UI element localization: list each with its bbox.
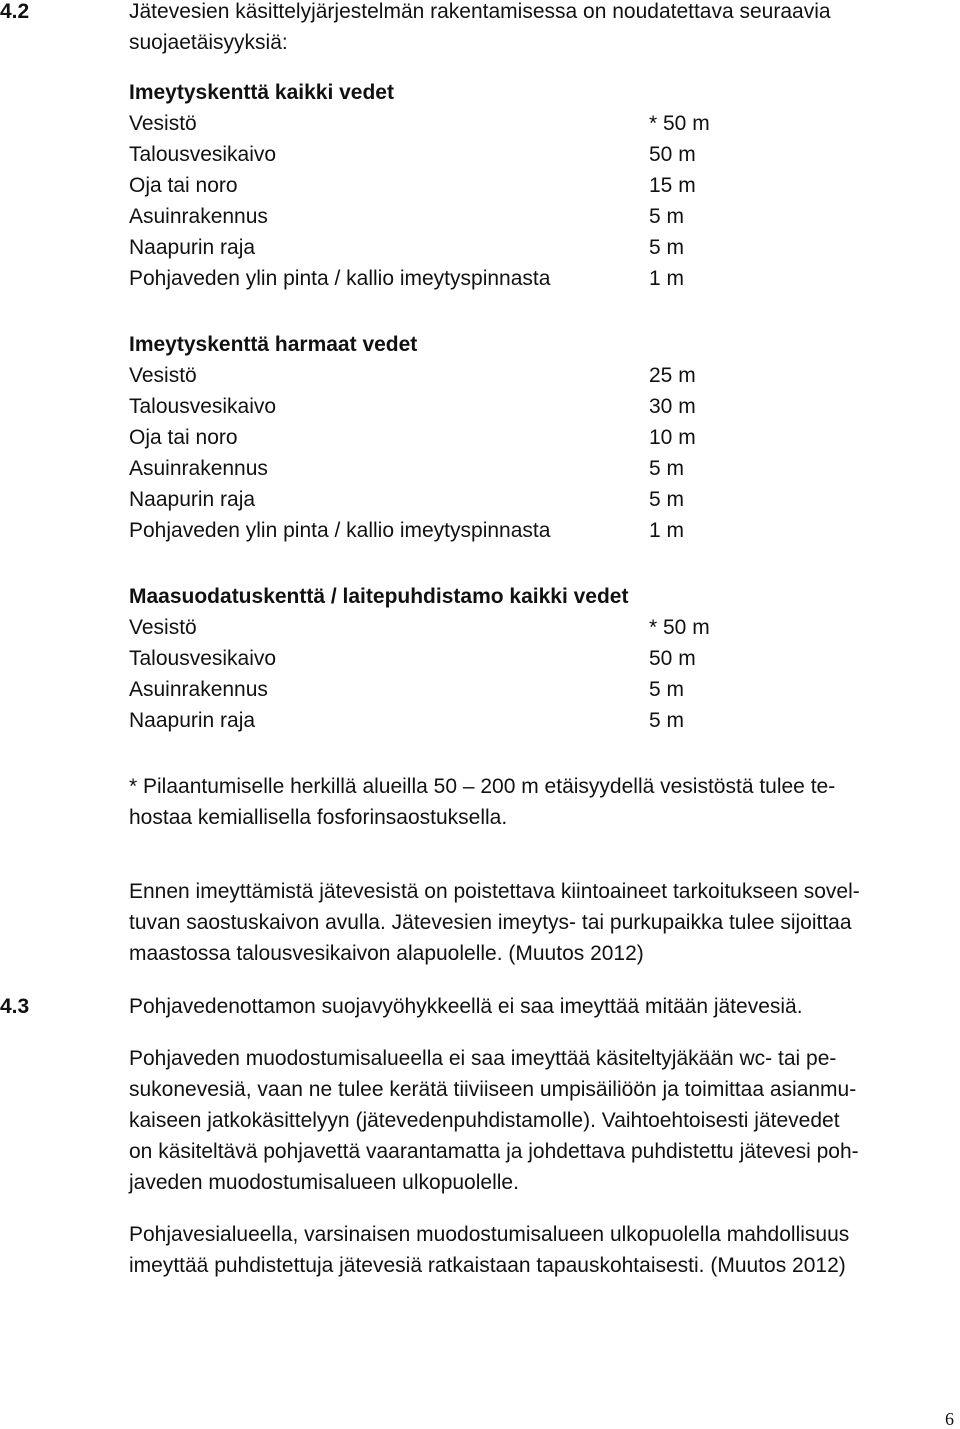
footnote: * Pilaantumiselle herkillä alueilla 50 – 200 m etäisyydellä vesistöstä tulee te- hostaa kemiallisella fosforinsaostuksella. — [129, 775, 836, 829]
row-value: 15 m — [649, 174, 696, 197]
row-value: 5 m — [649, 678, 685, 701]
row-label: Asuinrakennus — [129, 205, 268, 228]
section-4-2-intro: Jätevesien käsittelyjärjestelmän rakentamisessa on noudatettava seuraavia suojaetäisyyksiä: — [129, 0, 831, 54]
row-value: 5 m — [649, 205, 685, 228]
distance-table-imeytyskentta-harmaat — [129, 329, 729, 546]
row-value: 5 m — [649, 236, 685, 259]
row-label: Pohjaveden ylin pinta / kallio imeytyspinnasta — [129, 267, 551, 290]
row-value: 1 m — [649, 267, 685, 290]
row-value: 5 m — [649, 488, 685, 511]
row-value: * 50 m — [649, 112, 710, 135]
table-row — [129, 484, 729, 515]
table-row — [129, 170, 729, 201]
table-row — [129, 515, 729, 546]
row-label: Oja tai noro — [129, 174, 238, 197]
table-row — [129, 643, 729, 674]
distance-table-maasuodatuskentta — [129, 581, 729, 736]
row-label: Asuinrakennus — [129, 457, 268, 480]
distance-table-imeytyskentta-kaikki — [129, 77, 729, 294]
row-value: * 50 m — [649, 616, 710, 639]
row-value: 10 m — [649, 426, 696, 449]
table-row — [129, 139, 729, 170]
table-row — [129, 108, 729, 139]
table-row — [129, 263, 729, 294]
section-number-4-3: 4.3 — [0, 995, 30, 1018]
group-title: Imeytyskenttä kaikki vedet — [129, 81, 394, 104]
row-label: Naapurin raja — [129, 236, 256, 259]
row-label: Talousvesikaivo — [129, 647, 277, 670]
row-value: 1 m — [649, 519, 685, 542]
table-row — [129, 391, 729, 422]
table-row — [129, 422, 729, 453]
page-number: 6 — [945, 1409, 954, 1429]
row-label: Talousvesikaivo — [129, 395, 277, 418]
row-value: 50 m — [649, 143, 696, 166]
group-title: Maasuodatuskenttä / laitepuhdistamo kaikki vedet — [129, 585, 629, 608]
row-label: Vesistö — [129, 112, 197, 135]
table-row — [129, 674, 729, 705]
section-4-2-note: Ennen imeyttämistä jätevesistä on poistettava kiintoaineet tarkoitukseen sovel- tuvan saostuskaivon avulla. Jätevesien imeytys- tai purkupaikka tulee sijoittaa maastossa talousvesikaivon alapuolelle. (Muutos 2012) — [129, 880, 860, 965]
row-value: 5 m — [649, 457, 685, 480]
row-label: Vesistö — [129, 616, 197, 639]
row-label: Asuinrakennus — [129, 678, 268, 701]
row-value: 5 m — [649, 709, 685, 732]
table-row — [129, 232, 729, 263]
section-4-3-paragraph-1: Pohjaveden muodostumisalueella ei saa imeyttää käsiteltyjäkään wc- tai pe- sukonevesiä, vaan ne tulee kerätä tiiviiseen umpisäiliöön ja toimittaa asianmu- kaiseen jatkokäsittelyyn (jätevedenpuhdistamolle). Vaihtoehtoisesti jätevedet on käsiteltävä pohjavettä vaarantamatta ja johdettava puhdistettu jätevesi poh- javeden muodostumisalueen ulkopuolelle. — [129, 1047, 859, 1194]
table-row — [129, 201, 729, 232]
section-4-3-paragraph-2: Pohjavesialueella, varsinaisen muodostumisalueen ulkopuolella mahdollisuus imeyttää puhdistettuja jätevesiä ratkaistaan tapauskohtaisesti. (Muutos 2012) — [129, 1223, 850, 1277]
row-label: Naapurin raja — [129, 709, 256, 732]
section-number-4-2: 4.2 — [0, 0, 30, 23]
table-row — [129, 360, 729, 391]
row-label: Naapurin raja — [129, 488, 256, 511]
group-title: Imeytyskenttä harmaat vedet — [129, 333, 418, 356]
row-label: Talousvesikaivo — [129, 143, 277, 166]
row-value: 25 m — [649, 364, 696, 387]
row-value: 50 m — [649, 647, 696, 670]
table-row — [129, 453, 729, 484]
row-label: Vesistö — [129, 364, 197, 387]
row-label: Oja tai noro — [129, 426, 238, 449]
row-value: 30 m — [649, 395, 696, 418]
row-label: Pohjaveden ylin pinta / kallio imeytyspinnasta — [129, 519, 551, 542]
table-row — [129, 612, 729, 643]
table-row — [129, 705, 729, 736]
section-4-3-heading: Pohjavedenottamon suojavyöhykkeellä ei saa imeyttää mitään jätevesiä. — [129, 995, 803, 1018]
